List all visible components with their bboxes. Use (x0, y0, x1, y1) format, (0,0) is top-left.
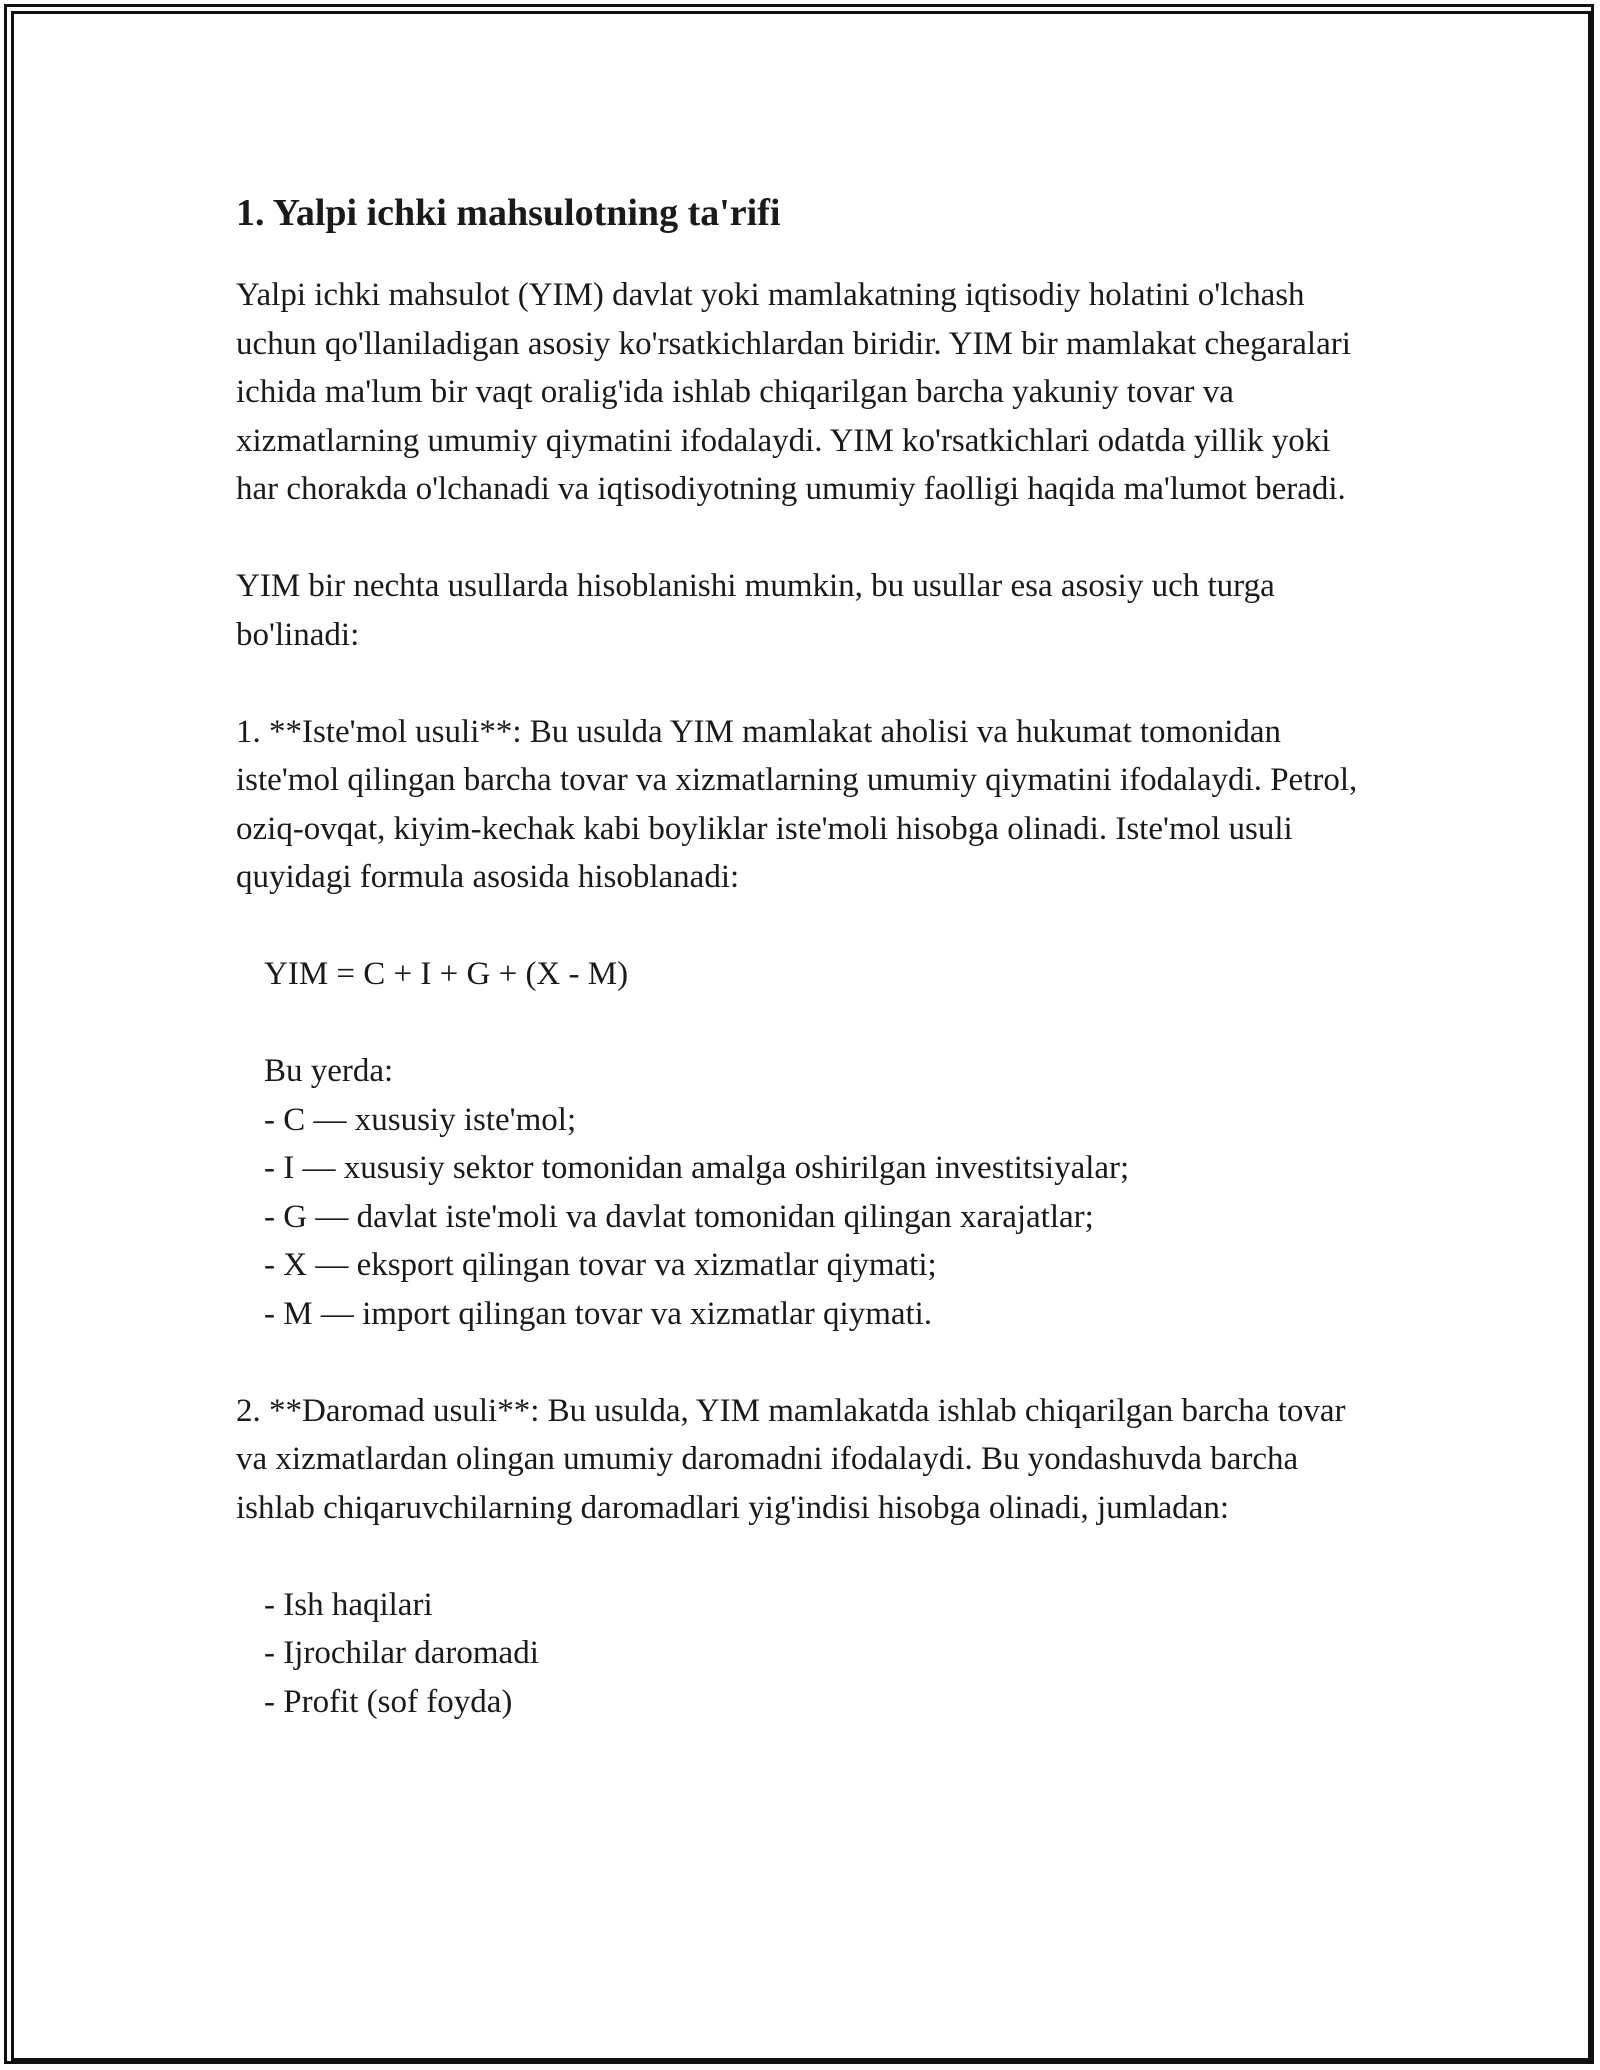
definition-item: - G — davlat iste'moli va davlat tomonidan qilingan xarajatlar; (264, 1198, 1094, 1235)
methods-intro-paragraph: YIM bir nechta usullarda hisoblanishi mumkin, bu usullar esa asosiy uch turga bo'linadi: (236, 568, 1275, 653)
income-list (236, 1581, 1366, 1727)
list-item: - Profit (sof foyda) (264, 1683, 513, 1720)
document-page (236, 187, 1366, 1726)
spacer (236, 1532, 1366, 1581)
where-label: Bu yerda: (264, 1053, 394, 1089)
method-income-paragraph: 2. **Daromad usuli**: Bu usulda, YIM mamlakatda ishlab chiqarilgan barcha tovar va xizmatlardan olingan umumiy daromadni ifodalaydi. Bu yondashuvda barcha ishlab chiqaruvchilarning daromadlari yig'indisi hisobga olinadi, jumladan: (236, 1392, 1346, 1526)
definition-item: - I — xususiy sektor tomonidan amalga oshirilgan investitsiyalar; (264, 1150, 1130, 1186)
spacer (236, 999, 1366, 1048)
section-heading: 1. Yalpi ichki mahsulotning ta'rifi (236, 192, 781, 234)
definition-item: - M — import qilingan tovar va xizmatlar qiymati. (264, 1295, 933, 1332)
list-item: - Ish haqilari (264, 1586, 433, 1623)
spacer (236, 514, 1366, 563)
definition-item: - C — xususiy iste'mol; (264, 1101, 577, 1138)
method-consumption-paragraph: 1. **Iste'mol usuli**: Bu usulda YIM mamlakat aholisi va hukumat tomonidan iste'mol qilingan barcha tovar va xizmatlarning umumiy qiymatini ifodalaydi. Petrol, oziq-ovqat, kiyim-kechak kabi boyliklar iste'moli hisobga olinadi. Iste'mol usuli quyidagi formula asosida hisoblanadi: (236, 713, 1358, 895)
spacer (236, 902, 1366, 951)
spacer (236, 659, 1366, 708)
definitions-block (236, 1047, 1366, 1338)
list-item: - Ijrochilar daromadi (264, 1635, 539, 1671)
intro-paragraph: Yalpi ichki mahsulot (YIM) davlat yoki mamlakatning iqtisodiy holatini o'lchash uchun qo'llaniladigan asosiy ko'rsatkichlardan biridir. YIM bir mamlakat chegaralari ichida ma'lum bir vaqt oralig'ida ishlab chiqarilgan barcha yakuniy tovar va xizmatlarning umumiy qiymatini ifodalaydi. YIM ko'rsatkichlari odatda yillik yoki har chorakda o'lchanadi va iqtisodiyotning umumiy faolligi haqida ma'lumot beradi. (236, 277, 1351, 507)
formula: YIM = C + I + G + (X - M) (264, 956, 629, 992)
spacer (236, 1338, 1366, 1387)
definition-item: - X — eksport qilingan tovar va xizmatlar qiymati; (264, 1247, 937, 1283)
